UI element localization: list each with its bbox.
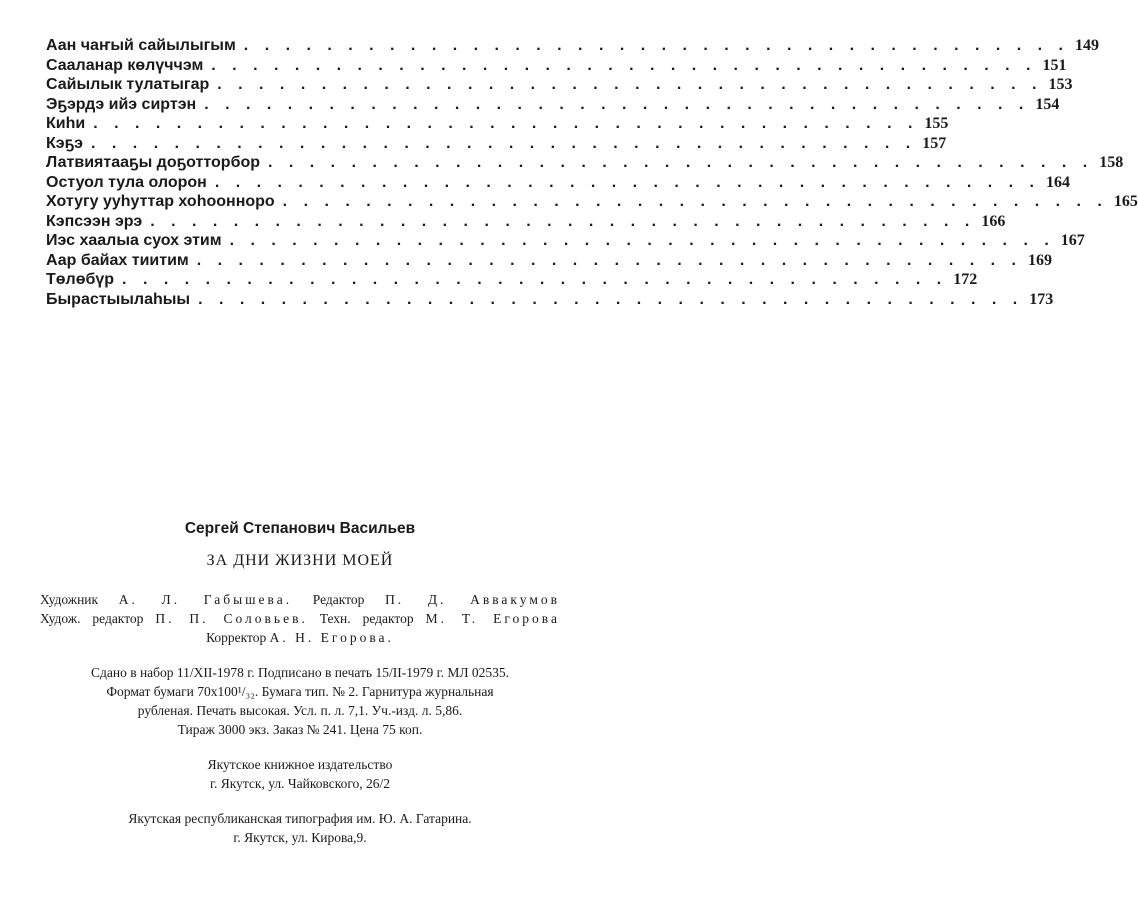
colophon bbox=[40, 520, 560, 847]
toc-entry-title: Киһи bbox=[46, 115, 86, 132]
print-line-4: Тираж 3000 экз. Заказ № 241. Цена 75 коп. bbox=[177, 722, 423, 737]
toc-entry bbox=[46, 134, 947, 154]
toc-leader-dots: . . . . . . . . . . . . . . . . . . . . . . . . . . . . . . . . . . . . . . . . bbox=[198, 290, 1024, 308]
toc-entry-title: Бырастыылаһыы bbox=[46, 290, 191, 308]
toc-entry-title: Эҕэрдэ ийэ сиртэн bbox=[46, 95, 197, 113]
toc-leader-dots: . . . . . . . . . . . . . . . . . . . . . . . . . . . . . . . . . . . . . . . . bbox=[229, 232, 1055, 249]
toc-entry bbox=[46, 36, 1099, 56]
toc-leader-dots: . . . . . . . . . . . . . . . . . . . . . . . . . . . . . . . . . . . . . . . . bbox=[214, 173, 1040, 191]
toc-entry-title: Төлөбүр bbox=[46, 271, 115, 288]
publisher-address: г. Якутск, ул. Чайковского, 26/2 bbox=[209, 776, 391, 791]
toc-entry-page: 167 bbox=[1060, 232, 1085, 249]
toc-entry bbox=[46, 75, 1073, 95]
toc-entry-page: 164 bbox=[1046, 173, 1070, 191]
artist-name: А. Л. Габышева. bbox=[118, 592, 293, 607]
editor-name: П. Д. Аввакумов bbox=[385, 592, 561, 607]
credits-line-2 bbox=[40, 609, 560, 628]
publisher-name: Якутское книжное издательство bbox=[207, 757, 393, 772]
toc-entry-title: Латвиятааҕы доҕотторбор bbox=[46, 154, 260, 171]
toc-entry-page: 158 bbox=[1099, 154, 1124, 171]
toc-leader-dots: . . . . . . . . . . . . . . . . . . . . . . . . . . . . . . . . . . . . . . . . bbox=[217, 76, 1043, 93]
editor-label: Редактор bbox=[312, 592, 365, 607]
toc-entry bbox=[46, 251, 1052, 271]
toc-entry-title: Аан чаҥый сайылыгым bbox=[46, 37, 236, 54]
toc-leader-dots: . . . . . . . . . . . . . . . . . . . . . . . . . . . . . . . . . . . . . . . . bbox=[93, 115, 919, 132]
toc-leader-dots: . . . . . . . . . . . . . . . . . . . . . . . . . . . . . . . . . . . . . . . . bbox=[196, 251, 1022, 269]
toc-entry bbox=[46, 114, 949, 134]
art-editor-label: Худож. редактор bbox=[40, 611, 144, 626]
toc-entry-page: 169 bbox=[1027, 251, 1052, 269]
toc-entry bbox=[46, 212, 1006, 232]
toc-leader-dots: . . . . . . . . . . . . . . . . . . . . . . . . . . . . . . . . . . . . . . . . bbox=[91, 134, 917, 152]
toc-entry-page: 166 bbox=[981, 212, 1006, 230]
art-editor-name: П. П. Соловьев. bbox=[155, 611, 308, 626]
toc-entry bbox=[46, 153, 1124, 173]
print-line-3: рубленая. Печать высокая. Усл. п. л. 7,1. Уч.-изд. л. 5,86. bbox=[137, 703, 463, 718]
toc-entry-title: Кэпсээн эрэ bbox=[46, 212, 143, 230]
table-of-contents bbox=[46, 36, 1138, 309]
toc-entry bbox=[46, 95, 1060, 115]
toc-entry-title: Кэҕэ bbox=[46, 134, 84, 152]
toc-entry bbox=[46, 290, 1054, 310]
toc-entry-page: 149 bbox=[1074, 37, 1099, 54]
tech-editor-label: Техн. редактор bbox=[319, 611, 414, 626]
corrector-name: А. Н. Егорова. bbox=[269, 630, 394, 645]
credits-line-1 bbox=[40, 590, 560, 609]
toc-entry bbox=[46, 173, 1070, 193]
toc-entry-title: Аар байах тиитим bbox=[46, 251, 189, 269]
toc-entry-title: Остуол тула олорон bbox=[46, 173, 207, 191]
toc-entry bbox=[46, 231, 1085, 251]
print-line-2: Формат бумаги 70x100¹/₃₂. Бумага тип. № 2. Гарнитура журнальная bbox=[106, 684, 494, 699]
toc-entry bbox=[46, 56, 1067, 76]
toc-entry-page: 157 bbox=[922, 134, 947, 152]
toc-entry-page: 172 bbox=[953, 271, 978, 288]
toc-leader-dots: . . . . . . . . . . . . . . . . . . . . . . . . . . . . . . . . . . . . . . . . bbox=[268, 154, 1094, 171]
corrector-label: Корректор bbox=[206, 630, 267, 645]
toc-entry-title: Сааланар көлүччэм bbox=[46, 56, 204, 74]
credits-line-3 bbox=[40, 628, 560, 647]
tech-editor-name: М. Т. Егорова bbox=[425, 611, 560, 626]
book-title: ЗА ДНИ ЖИЗНИ МОЕЙ bbox=[206, 552, 394, 569]
toc-entry-title: Иэс хаалыа суох этим bbox=[46, 232, 222, 249]
printer-address: г. Якутск, ул. Кирова,9. bbox=[233, 830, 367, 845]
toc-entry bbox=[46, 192, 1138, 212]
toc-leader-dots: . . . . . . . . . . . . . . . . . . . . . . . . . . . . . . . . . . . . . . . . bbox=[122, 271, 948, 288]
toc-leader-dots: . . . . . . . . . . . . . . . . . . . . . . . . . . . . . . . . . . . . . . . . bbox=[204, 95, 1030, 113]
toc-leader-dots: . . . . . . . . . . . . . . . . . . . . . . . . . . . . . . . . . . . . . . . . bbox=[243, 37, 1069, 54]
toc-entry-title: Сайылык тулатыгар bbox=[46, 76, 210, 93]
toc-entry-page: 155 bbox=[924, 115, 949, 132]
printer-name: Якутская республиканская типография им. Ю. А. Гатарина. bbox=[128, 811, 472, 826]
print-line-1: Сдано в набор 11/XII-1978 г. Подписано в печать 15/II-1979 г. МЛ 02535. bbox=[90, 665, 509, 680]
toc-entry bbox=[46, 270, 978, 290]
artist-label: Художник bbox=[40, 592, 99, 607]
toc-entry-title: Хотугу ууһуттар хоһооннoро bbox=[46, 193, 275, 210]
toc-entry-page: 173 bbox=[1029, 290, 1054, 308]
toc-entry-page: 153 bbox=[1048, 76, 1073, 93]
toc-entry-page: 154 bbox=[1035, 95, 1060, 113]
toc-leader-dots: . . . . . . . . . . . . . . . . . . . . . . . . . . . . . . . . . . . . . . . . bbox=[282, 193, 1108, 210]
toc-leader-dots: . . . . . . . . . . . . . . . . . . . . . . . . . . . . . . . . . . . . . . . . bbox=[150, 212, 976, 230]
toc-leader-dots: . . . . . . . . . . . . . . . . . . . . . . . . . . . . . . . . . . . . . . . . bbox=[211, 56, 1037, 74]
toc-entry-page: 151 bbox=[1042, 56, 1067, 74]
toc-entry-page: 165 bbox=[1113, 193, 1138, 210]
author-name: Сергей Степанович Васильев bbox=[184, 520, 416, 537]
